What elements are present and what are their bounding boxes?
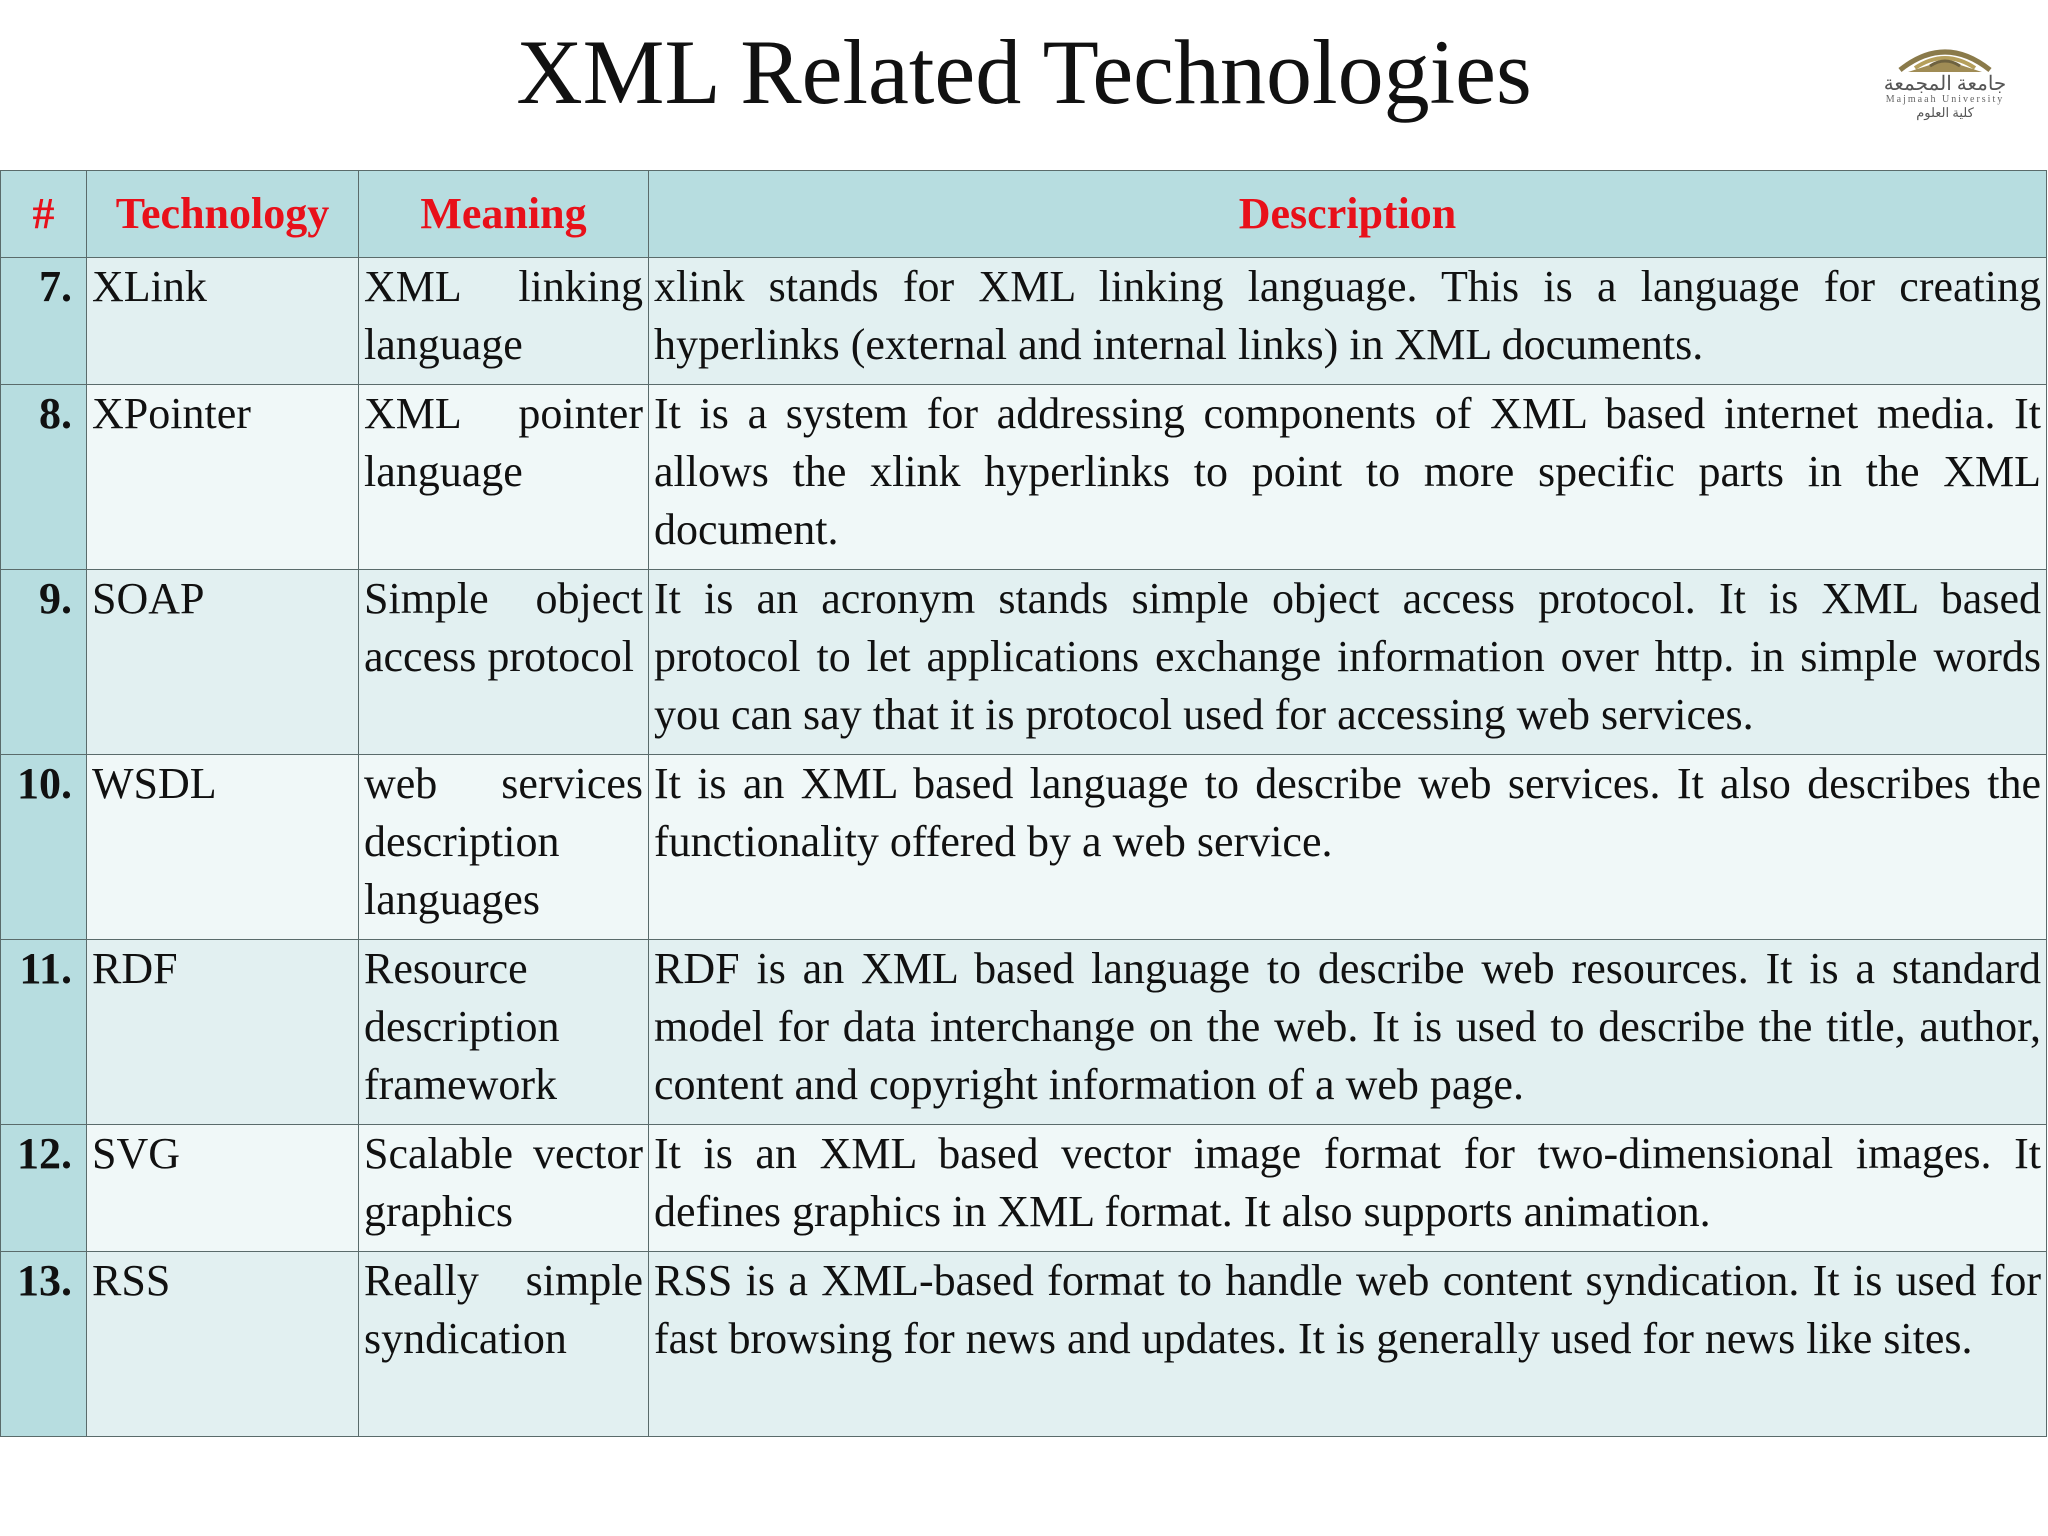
row-number: 7. [1,258,87,385]
description-cell: It is an acronym stands simple object access protocol. It is XML based protocol to let applications exchange information over http. in simple words you can say that it is protocol used for accessing web services. [649,570,2047,755]
university-logo [1870,30,2020,120]
row-number: 8. [1,385,87,570]
meaning-cell: Really simple syndication [359,1252,649,1437]
table-header-row [1,171,2047,258]
meaning-cell: Simple object access protocol [359,570,649,755]
technology-cell: RDF [87,940,359,1125]
meaning-cell: Scalable vector graphics [359,1125,649,1252]
row-number: 10. [1,755,87,940]
slide-title: XML Related Technologies [516,21,1532,123]
technology-cell: XLink [87,258,359,385]
table-row [1,570,2047,755]
description-cell: It is an XML based vector image format for two-dimensional images. It defines graphics in XML format. It also supports animation. [649,1125,2047,1252]
table-row [1,1125,2047,1252]
technology-cell: RSS [87,1252,359,1437]
row-number: 9. [1,570,87,755]
meaning-cell: XML pointer language [359,385,649,570]
description-cell: It is a system for addressing components of XML based internet media. It allows the xlink hyperlinks to point to more specific parts in the XML document. [649,385,2047,570]
table-row [1,1252,2047,1437]
header-meaning: Meaning [359,171,649,258]
meaning-cell: web services description languages [359,755,649,940]
description-cell: It is an XML based language to describe web services. It also describes the functionality offered by a web service. [649,755,2047,940]
header-description: Description [649,171,2047,258]
table-row [1,258,2047,385]
row-number: 11. [1,940,87,1125]
book-emblem-icon [1870,30,2020,76]
row-number: 13. [1,1252,87,1437]
logo-english-name: Majmaah University [1885,94,2005,105]
meaning-cell: XML linking language [359,258,649,385]
technology-cell: WSDL [87,755,359,940]
logo-arabic-name: جامعة المجمعة [1883,73,2007,95]
description-cell: xlink stands for XML linking language. This is a language for creating hyperlinks (external and internal links) in XML documents. [649,258,2047,385]
header-technology: Technology [87,171,359,258]
table-row [1,385,2047,570]
description-cell: RSS is a XML-based format to handle web content syndication. It is used for fast browsing for news and updates. It is generally used for news like sites. [649,1252,2047,1437]
technology-cell: XPointer [87,385,359,570]
technologies-table [0,170,2047,1437]
technology-cell: SVG [87,1125,359,1252]
description-cell: RDF is an XML based language to describe web resources. It is a standard model for data interchange on the web. It is used to describe the title, author, content and copyright information of a web page. [649,940,2047,1125]
table-row [1,755,2047,940]
logo-college-name: كلية العلوم [1916,105,1974,120]
technology-cell: SOAP [87,570,359,755]
row-number: 12. [1,1125,87,1252]
meaning-cell: Resource description framework [359,940,649,1125]
table-row [1,940,2047,1125]
header-num: # [1,171,87,258]
